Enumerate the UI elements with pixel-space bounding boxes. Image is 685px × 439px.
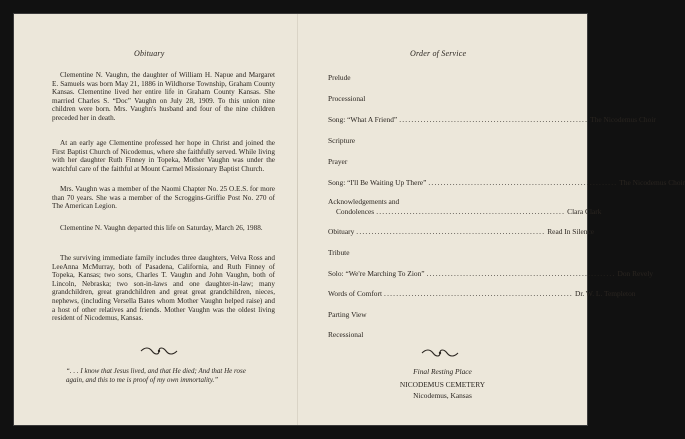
- order-of-service-page: [298, 14, 685, 425]
- service-item-performer: Don Revely: [617, 269, 654, 278]
- leader-dots: ..............................................................: [399, 115, 589, 124]
- obituary-paragraph: Mrs. Vaughn was a member of the Naomi Chapter No. 25 O.E.S. for more than 70 years. She was a member of the Scroggins-Griffie Post No. 270 of The American Legion.: [52, 185, 275, 211]
- service-item-performer: Clara Clark: [567, 207, 602, 216]
- service-item: [328, 197, 552, 206]
- service-title: Order of Service: [410, 49, 467, 58]
- service-item: [328, 269, 654, 278]
- service-item-label: Acknowledgements and: [328, 197, 400, 206]
- service-item-label: Prayer: [328, 157, 348, 166]
- leader-dots: ..............................................................: [356, 227, 546, 236]
- service-item-performer: The Nicodemus Choir: [590, 115, 656, 124]
- service-item-label: Prelude: [328, 73, 351, 82]
- service-item-label: Recessional: [328, 330, 364, 339]
- leader-dots: ..............................................................: [384, 289, 573, 298]
- leader-dots: ..............................................................: [376, 207, 566, 216]
- cemetery-location: Nicodemus, Kansas: [413, 391, 472, 400]
- closing-quote: “. . . I know that Jesus lived, and that He died; And that He rose again, and this to me is proof of my own immortality.”: [66, 367, 246, 384]
- flourish-ornament-icon: [139, 346, 179, 356]
- obituary-page: [14, 14, 297, 425]
- service-item: [328, 178, 685, 187]
- obituary-paragraph: At an early age Clementine professed her hope in Christ and joined the First Baptist Church of Nicodemus, where she faithfully served. While living with her daughter Ruth Finney in Topeka, Mother Vaughn was under the watchful care of the faithful at Mount Carmel Missionary Baptist Church.: [52, 139, 275, 173]
- service-item: [328, 227, 595, 236]
- obituary-title: Obituary: [134, 49, 165, 58]
- leader-dots: ..............................................................: [426, 269, 616, 278]
- service-item: [328, 310, 552, 319]
- service-item-label: Tribute: [328, 248, 350, 257]
- service-item: [328, 115, 656, 124]
- service-item: [328, 73, 552, 82]
- obituary-paragraph: Clementine N. Vaughn, the daughter of William H. Napue and Margaret E. Samuels was born May 21, 1886 in Wildhorse Township, Graham County Kansas. Clementine lived her entire life in Graham County Kansas. She married Charles S. “Doc” Vaughn on July 28, 1909. To this union nine children were born. Mrs. Vaughn's husband and four of the nine children preceded her in death.: [52, 71, 275, 122]
- service-item-label: Words of Comfort: [328, 289, 383, 298]
- service-item-label: Condolences: [336, 207, 375, 216]
- service-item-performer: Dr. W. L. Templeton: [574, 289, 636, 298]
- service-item-label: Scripture: [328, 136, 356, 145]
- resting-place-heading: Final Resting Place: [413, 367, 472, 376]
- obituary-paragraph: The surviving immediate family includes three daughters, Velva Ross and LeeAnna McMurray, both of Pasadena, California, and Ruth Finney of Topeka, Kansas; two sons, Charles T. Vaughn and John Vaughn, both of Lincoln, Nebraska; two son-in-laws and one daughter-in-law; many grandchildren, great grandchildren and great great grandchildren, nieces, nephews, (including Versella Bates whom Mother Vaughn helped raise) and a host of other relatives and friends. Mother Vaughn was the oldest living resident of Nicodemus, Kansas.: [52, 254, 275, 323]
- service-item: [328, 94, 552, 103]
- service-item-performer: The Nicodemus Choir: [619, 178, 685, 187]
- service-item: [328, 289, 636, 298]
- service-item-label: Parting View: [328, 310, 367, 319]
- obituary-paragraph: Clementine N. Vaughn departed this life on Saturday, March 26, 1988.: [60, 224, 263, 232]
- service-item: [328, 157, 552, 166]
- service-item-label: Song: “I'll Be Waiting Up There”: [328, 178, 427, 187]
- service-item: [328, 207, 602, 216]
- cemetery-name: NICODEMUS CEMETERY: [399, 380, 486, 389]
- service-item-label: Song: “What A Friend”: [328, 115, 398, 124]
- service-item: [328, 248, 552, 257]
- service-item-label: Obituary: [328, 227, 355, 236]
- service-item-label: Solo: “We're Marching To Zion”: [328, 269, 425, 278]
- service-item-label: Processional: [328, 94, 366, 103]
- service-item: [328, 136, 552, 145]
- flourish-ornament-icon: [420, 348, 460, 358]
- leader-dots: ..............................................................: [428, 178, 618, 187]
- service-item: [328, 330, 552, 339]
- service-item-performer: Read In Silence: [547, 227, 595, 236]
